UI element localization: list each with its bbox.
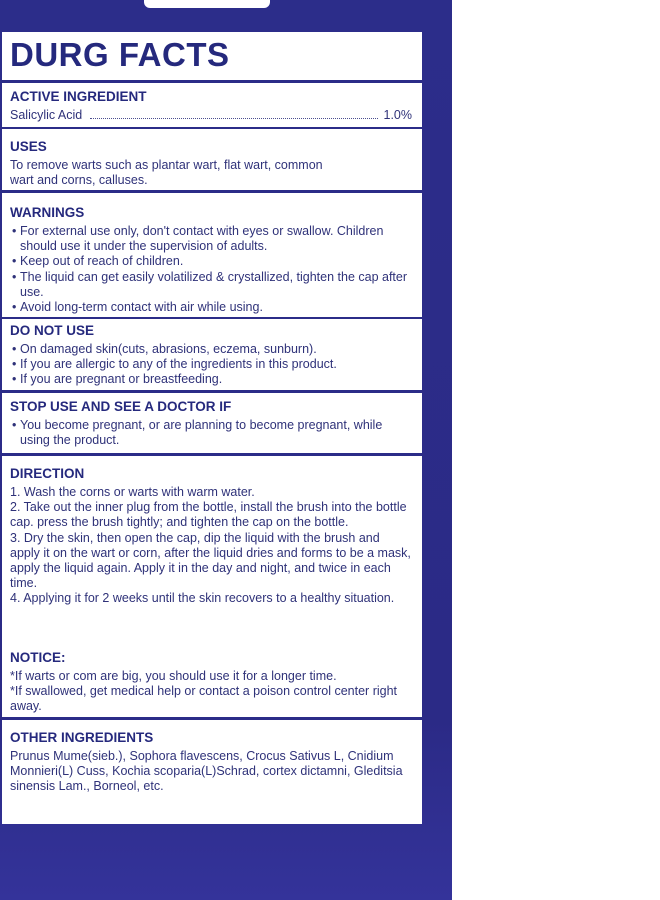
section-heading: DO NOT USE bbox=[10, 323, 95, 338]
section-heading: DIRECTION bbox=[10, 466, 85, 481]
divider bbox=[2, 717, 422, 720]
section-heading: OTHER INGREDIENTS bbox=[10, 730, 154, 745]
do-not-use-section bbox=[10, 323, 412, 388]
text-line: *If warts or com are big, you should use it for a longer time. bbox=[10, 669, 337, 683]
uses-section bbox=[10, 139, 412, 188]
direction-step: 1. Wash the corns or warts with warm water. bbox=[10, 485, 255, 499]
list-item: • On damaged skin(cuts, abrasions, eczema, sunburn). bbox=[10, 342, 412, 357]
divider bbox=[2, 317, 422, 319]
direction-step: 4. Applying it for 2 weeks until the skin recovers to a healthy situation. bbox=[10, 591, 395, 606]
notice-section bbox=[10, 650, 412, 715]
list-item: • If you are pregnant or breastfeeding. bbox=[10, 372, 412, 387]
other-ingredients-text: Prunus Mume(sieb.), Sophora flavescens, Crocus Sativus L, Cnidium Monnieri(L) Cuss, Kochia scoparia(L)Schrad, cortex dictamni, Gleditsia sinensis Lam., Borneol, etc. bbox=[10, 749, 403, 794]
ingredient-name: Salicylic Acid bbox=[10, 108, 83, 122]
divider bbox=[2, 390, 422, 393]
warnings-section bbox=[10, 205, 412, 315]
package-tab bbox=[144, 0, 270, 8]
do-not-use-list bbox=[10, 342, 412, 388]
dot-leader bbox=[90, 118, 377, 119]
section-heading: ACTIVE INGREDIENT bbox=[10, 89, 147, 104]
list-item: • You become pregnant, or are planning to become pregnant, while using the product. bbox=[10, 418, 412, 448]
direction-step: 3. Dry the skin, then open the cap, dip the liquid with the brush and apply it on the wart or corn, after the liquid dries and forms to be a mask, apply the liquid again. Apply it in the day and night, and twice in each time. bbox=[10, 530, 411, 591]
ingredient-row bbox=[10, 108, 412, 122]
section-heading: USES bbox=[10, 139, 47, 154]
drug-facts-panel bbox=[2, 32, 422, 824]
divider bbox=[2, 453, 422, 456]
notice-text bbox=[10, 669, 412, 715]
page-title: DURG FACTS bbox=[10, 36, 230, 73]
stop-use-section bbox=[10, 399, 412, 448]
list-item: • For external use only, don't contact with eyes or swallow. Children should use it under the supervision of adults. bbox=[10, 224, 412, 254]
list-item: • If you are allergic to any of the ingredients in this product. bbox=[10, 357, 412, 372]
divider bbox=[2, 80, 422, 83]
direction-text bbox=[10, 485, 412, 607]
other-ingredients-section bbox=[10, 730, 412, 795]
direction-step: 2. Take out the inner plug from the bottle, install the brush into the bottle cap. press the brush tightly; and tighten the cap on the bottle. bbox=[10, 500, 407, 530]
active-ingredient-section bbox=[10, 89, 412, 122]
direction-section bbox=[10, 466, 412, 607]
uses-text bbox=[10, 158, 412, 188]
section-heading: STOP USE AND SEE A DOCTOR IF bbox=[10, 399, 232, 414]
text-line: To remove warts such as plantar wart, flat wart, common bbox=[10, 158, 323, 172]
divider bbox=[2, 127, 422, 129]
ingredient-amount: 1.0% bbox=[383, 108, 412, 122]
list-item: • The liquid can get easily volatilized & crystallized, tighten the cap after use. bbox=[10, 270, 412, 300]
warnings-list bbox=[10, 224, 412, 315]
section-heading: WARNINGS bbox=[10, 205, 85, 220]
stop-use-list bbox=[10, 418, 412, 448]
text-line: *If swallowed, get medical help or contact a poison control center right away. bbox=[10, 684, 398, 714]
divider bbox=[2, 190, 422, 193]
section-heading: NOTICE: bbox=[10, 650, 66, 665]
list-item: • Avoid long-term contact with air while using. bbox=[10, 300, 412, 315]
list-item: • Keep out of reach of children. bbox=[10, 254, 412, 269]
text-line: wart and corns, calluses. bbox=[10, 173, 148, 188]
